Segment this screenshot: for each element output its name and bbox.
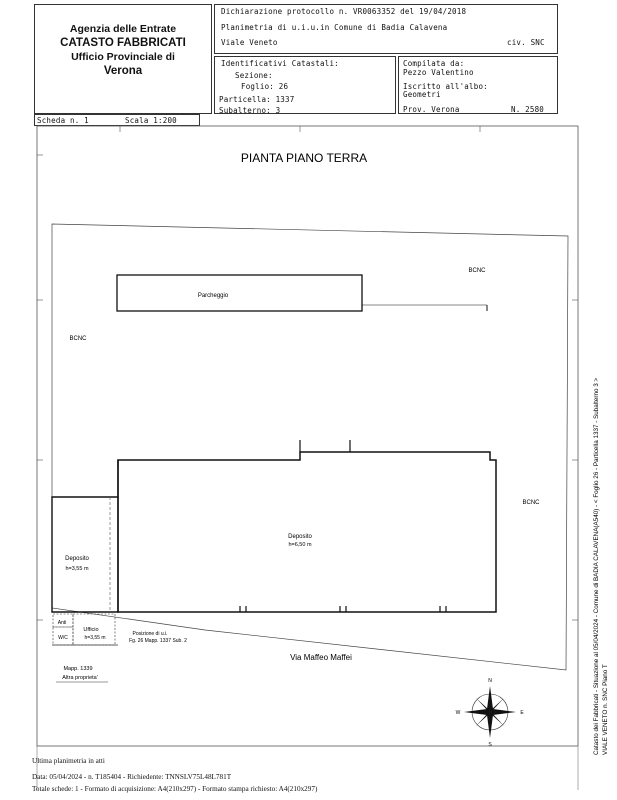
iscritto-label: Iscritto all'albo: [403, 82, 488, 91]
ident-title: Identificativi Catastali: [221, 59, 339, 68]
side-deposito-walls [52, 497, 118, 612]
agency-line1: Agenzia delle Entrate [69, 23, 177, 35]
agency-line4: Verona [103, 64, 143, 77]
wc-label: W/C [58, 635, 68, 641]
parking-area [117, 275, 362, 311]
side-deposito-label: Deposito [65, 556, 89, 562]
posizione-line1: Posizione di u.i. [132, 631, 168, 637]
main-deposito-height: h=6,50 m [288, 542, 312, 548]
bcnc-right-label: BCNC [522, 500, 540, 506]
main-deposito-walls [118, 452, 496, 612]
compilata-label: Compilata da: [403, 59, 465, 68]
compass-w: W [455, 710, 461, 716]
subalterno-text: Subalterno: 3 [219, 106, 281, 115]
anti-label: Anti [57, 620, 67, 626]
civ-text: civ. SNC [507, 38, 545, 47]
agency-line3: Ufficio Provinciale di [71, 50, 175, 63]
plan-title: PIANTA PIANO TERRA [240, 151, 368, 165]
footer-line2: Data: 05/04/2024 - n. T185404 - Richiedente: TNNSLV75L48L781T [32, 773, 232, 781]
door-marks [240, 440, 446, 612]
parking-label: Parcheggio [197, 293, 229, 299]
lot-boundary [52, 224, 568, 670]
numero-text: N. 2580 [511, 105, 545, 114]
ufficio-height: h=3,55 m [84, 635, 106, 641]
main-deposito-label: Deposito [288, 534, 312, 540]
mapp-owner-label: Altra proprieta' [62, 675, 98, 681]
footer [32, 755, 317, 795]
protocol-text: Dichiarazione protocollo n. VR0063352 del 19/04/2018 [221, 7, 467, 16]
posizione-line2: Fg. 26 Mapp. 1337 Sub. 2 [129, 638, 187, 644]
bcnc-left-label: BCNC [69, 336, 87, 342]
compilata-name: Pezzo Valentino [403, 68, 474, 77]
side-deposito-height: h=3,55 m [65, 566, 89, 572]
bcnc-top-label: BCNC [468, 268, 486, 274]
side-text-line2: VIALE VENETO n. SNC Piano T [602, 664, 609, 755]
planimetry-text: Planimetria di u.i.u.in Comune di Badia Calavena [221, 23, 448, 32]
iscritto-value: Geometri [403, 90, 441, 99]
scheda-text: Scheda n. 1 [37, 116, 89, 125]
compass-e: E [520, 710, 524, 716]
mapp-label: Mapp. 1339 [63, 666, 93, 672]
agency-line2: CATASTO FABBRICATI [60, 37, 186, 50]
street-text: Viale Veneto [221, 38, 278, 47]
sezione-text: Sezione: [235, 71, 273, 80]
street-label: Via Maffeo Maffei [290, 653, 352, 662]
compass-icon [456, 678, 525, 748]
scala-text: Scala 1:200 [125, 116, 177, 125]
side-text-line1: Catasto dei Fabbricati - Situazione al 05/04/2024 - Comune di BADIA CALAVENA(A540) - < Foglio 26 - Particella 1337 - Subalterno 3 > [593, 377, 600, 755]
foglio-text: Foglio: 26 [241, 82, 289, 91]
footer-line1: Ultima planimetria in atti [32, 757, 105, 765]
footer-line3: Totale schede: 1 - Formato di acquisizione: A4(210x297) - Formato stampa richiesto: A4(210x297) [32, 785, 318, 793]
particella-text: Particella: 1337 [219, 95, 295, 104]
compass-n: N [488, 678, 492, 684]
ufficio-label: Ufficio [83, 627, 99, 633]
prov-text: Prov. Verona [403, 105, 460, 114]
compass-s: S [488, 742, 492, 748]
